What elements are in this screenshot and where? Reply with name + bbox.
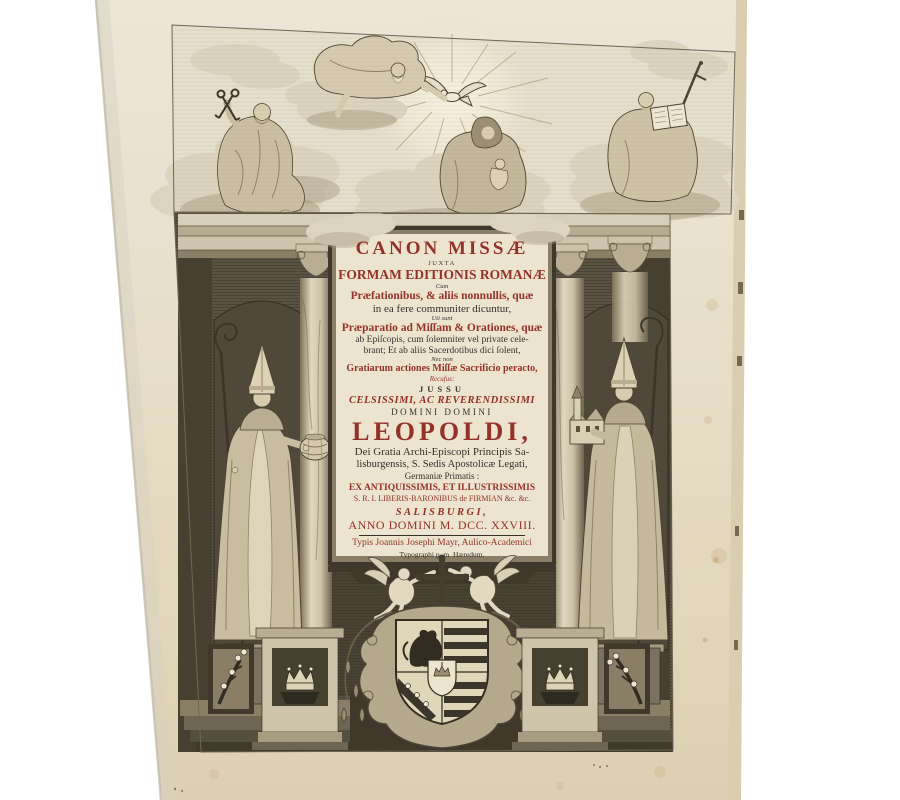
title-line-9: brant; Et ab aliis Sacerdotibus dici ſolent, <box>363 345 521 356</box>
title-line-20: EX ANTIQUISSIMIS, ET ILLUSTRISSIMIS <box>348 482 536 493</box>
title-line-18: lisburgensis, S. Sedis Apostolicæ Legati, <box>356 459 528 470</box>
title-line-2: FORMAM EDITIONIS ROMANÆ <box>338 267 546 282</box>
title-line-3: Cum <box>435 283 449 290</box>
title-line-21: S. R. I. LIBERIS-BARONIBUS de FIRMIAN &c. &c. <box>353 493 531 503</box>
inescutcheon <box>428 660 456 696</box>
title-line-1: JUXTA <box>428 260 456 267</box>
imprint-divider <box>359 535 524 536</box>
title-line-4: Præfationibus, & aliis nonnullis, quæ <box>350 290 534 302</box>
pedestal-crown-right <box>512 628 608 750</box>
title-line-12: Recuſus: <box>429 375 455 383</box>
title-line-22: SALISBURGI, <box>395 506 489 518</box>
title-line-14: CELSISSIMI, AC REVERENDISSIMI <box>349 394 535 406</box>
title-line-8: ab Epiſcopis, cum ſolemniter vel private cele- <box>355 335 529 345</box>
title-line-16: LEOPOLDI, <box>352 417 532 446</box>
column-capital-outer-right <box>608 236 652 342</box>
title-line-6: Uti sunt <box>431 315 453 322</box>
title-line-7: Præparatio ad Miſſam & Orationes, quæ <box>341 322 543 334</box>
title-line-11: Gratiarum actiones Miſſæ Sacrificio peracto, <box>346 363 538 374</box>
title-line-13: JUSSU <box>419 383 465 394</box>
title-line-26: Typographi p. m. Hæredum. <box>399 549 485 559</box>
letterpress-text <box>336 238 548 559</box>
title-line-5: in ea fere communiter dicuntur, <box>372 303 512 315</box>
title-line-17: Dei Gratia Archi-Episcopi Principis Sa- <box>354 446 530 458</box>
ornament-panel-branch-right <box>604 644 650 714</box>
title-line-15: DOMINI DOMINI <box>391 407 493 417</box>
title-line-19: Germaniæ Primatis : <box>404 471 480 481</box>
title-line-0: CANON MISSÆ <box>355 238 529 259</box>
title-line-23: ANNO DOMINI M. DCC. XXVIII. <box>348 517 536 532</box>
title-line-10: Nec non <box>431 356 453 363</box>
title-line-25: Typis Joannis Josephi Mayr, Aulico-Academici <box>352 538 532 548</box>
pedestal-crown-left <box>252 628 348 750</box>
ornament-panel-branch-left <box>208 644 254 714</box>
